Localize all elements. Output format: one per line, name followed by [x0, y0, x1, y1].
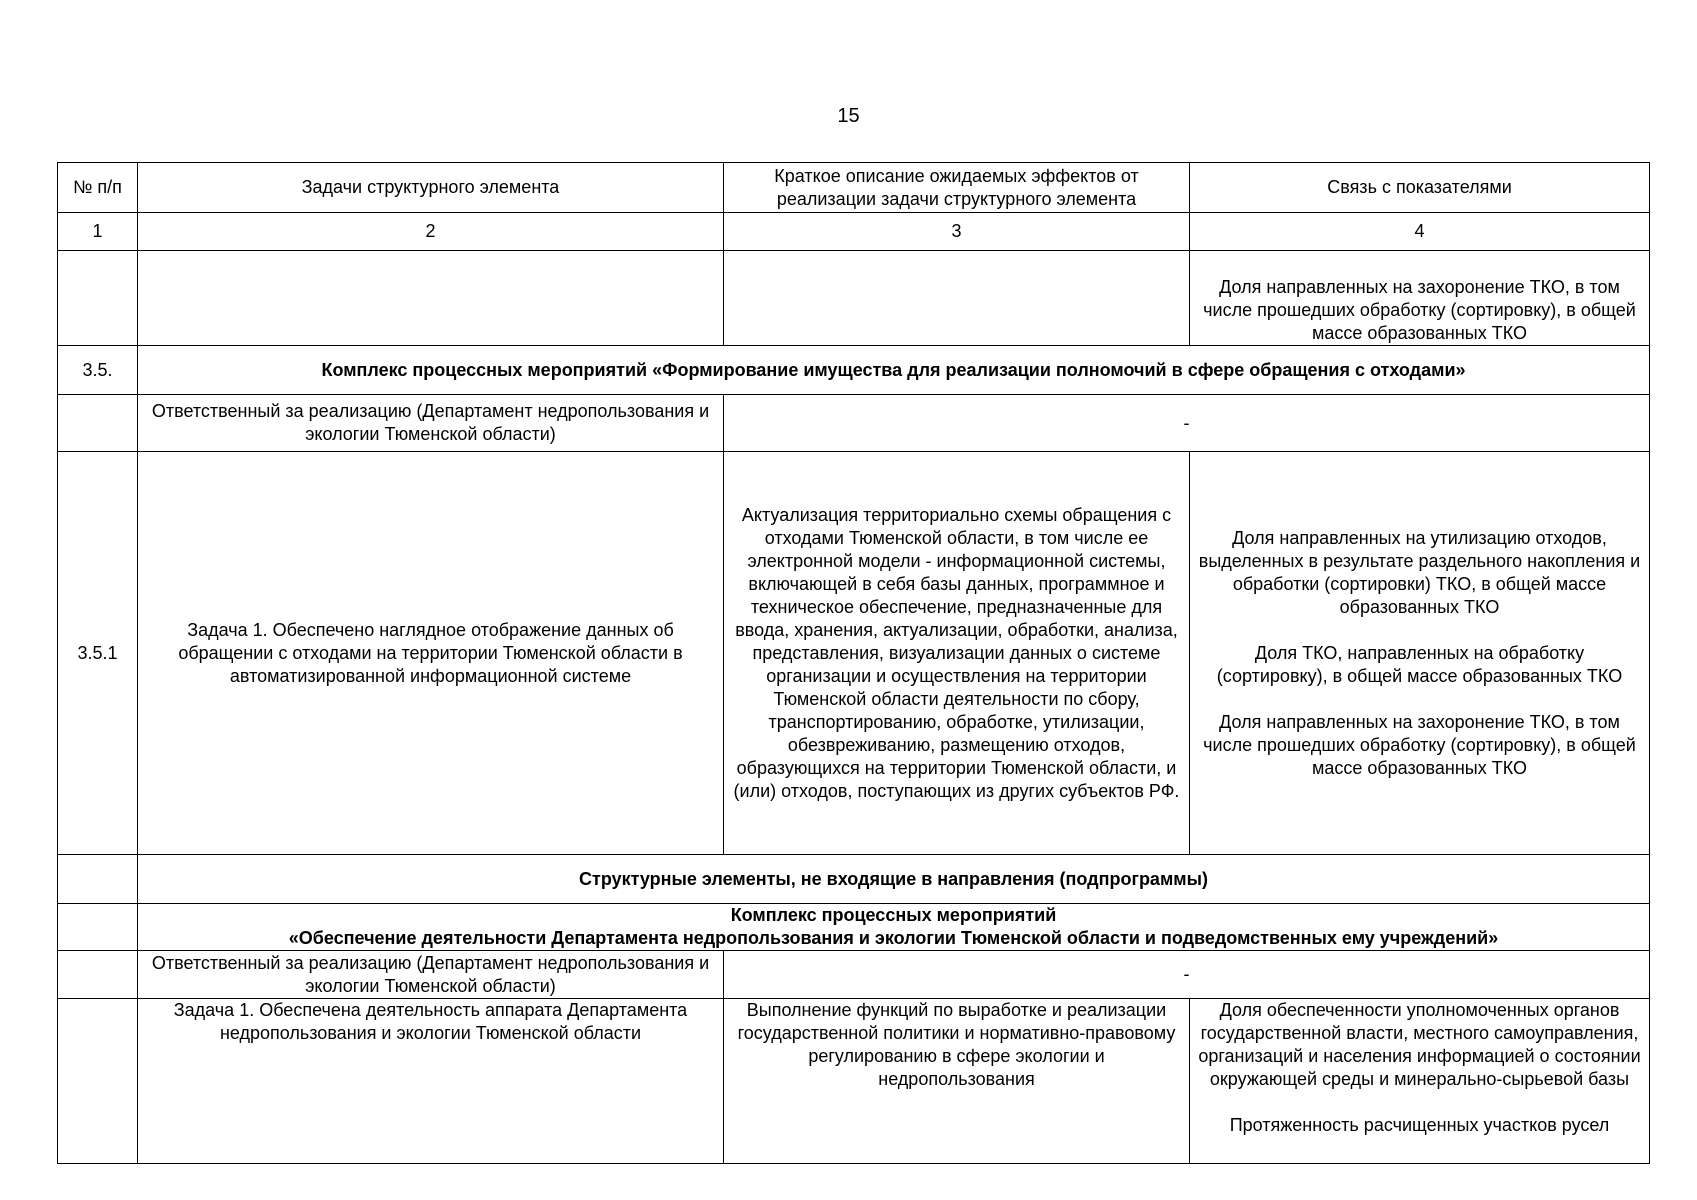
section-row — [58, 904, 1650, 951]
effect-description: Актуализация территориально схемы обращения с отходами Тюменской области, в том числе ее электронной модели - информационной системы, включающей в себя базы данных, программное и техническое обеспечение, предназначенные для ввода, хранения, актуализации, обработки, анализа, представления, визуализации данных о системе организации и осуществления на территории Тюменской области деятельности по сбору, транспортированию, обработке, утилизации, обезвреживанию, размещению отходов, образующихся на территории Тюменской области, и (или) отходов, поступающих из других субъектов РФ. — [724, 452, 1190, 855]
empty-cell — [58, 904, 138, 951]
column-number: 3 — [724, 213, 1190, 251]
structural-elements-table — [57, 162, 1650, 1164]
responsible-row — [58, 951, 1650, 999]
empty-cell — [58, 951, 138, 999]
column-number: 2 — [138, 213, 724, 251]
task-description: Задача 1. Обеспечена деятельность аппарата Департамента недропользования и экологии Тюменской области — [138, 999, 724, 1164]
empty-cell — [724, 251, 1190, 346]
column-number: 4 — [1190, 213, 1650, 251]
section-title: Структурные элементы, не входящие в направления (подпрограммы) — [138, 855, 1650, 904]
column-numbering-row — [58, 213, 1650, 251]
row-number: 3.5. — [58, 346, 138, 395]
responsible-label: Ответственный за реализацию (Департамент недропользования и экологии Тюменской области) — [138, 951, 724, 999]
task-row — [58, 452, 1650, 855]
task-description: Задача 1. Обеспечено наглядное отображение данных об обращении с отходами на территории Тюменской области в автоматизированной информационной системе — [138, 452, 724, 855]
section-row — [58, 346, 1650, 395]
indicator-cell — [1190, 452, 1650, 855]
section-title — [138, 904, 1650, 951]
indicator-item: Доля ТКО, направленных на обработку (сортировку), в общей массе образованных ТКО — [1216, 642, 1623, 686]
indicator-item: Доля направленных на утилизацию отходов, выделенных в результате раздельного накопления и обработки (сортировки) ТКО, в общей массе образованных ТКО — [1198, 527, 1641, 617]
section-title-line: «Обеспечение деятельности Департамента недропользования и экологии Тюменской области и подведомственных ему учреждений» — [288, 928, 1499, 948]
empty-cell — [58, 251, 138, 346]
responsible-value: - — [724, 395, 1650, 452]
empty-cell — [58, 999, 138, 1164]
row-number: 3.5.1 — [58, 452, 138, 855]
responsible-row — [58, 395, 1650, 452]
indicator-cell: Доля направленных на захоронение ТКО, в том числе прошедших обработку (сортировку), в общей массе образованных ТКО — [1190, 251, 1650, 346]
empty-cell — [58, 395, 138, 452]
indicator-cell — [1190, 999, 1650, 1164]
responsible-label: Ответственный за реализацию (Департамент недропользования и экологии Тюменской области) — [138, 395, 724, 452]
section-row — [58, 855, 1650, 904]
table-header-row — [58, 163, 1650, 213]
indicator-item: Протяженность расчищенных участков русел — [1229, 1115, 1610, 1135]
header-number: № п/п — [58, 163, 138, 213]
effect-description: Выполнение функций по выработке и реализации государственной политики и нормативно-правовому регулированию в сфере экологии и недропользования — [724, 999, 1190, 1164]
task-row — [58, 999, 1650, 1164]
page-number: 15 — [837, 105, 860, 127]
column-number: 1 — [58, 213, 138, 251]
header-tasks: Задачи структурного элемента — [138, 163, 724, 213]
section-title-line: Комплекс процессных мероприятий — [730, 905, 1057, 925]
section-title: Комплекс процессных мероприятий «Формирование имущества для реализации полномочий в сфере обращения с отходами» — [138, 346, 1650, 395]
responsible-value: - — [724, 951, 1650, 999]
empty-cell — [58, 855, 138, 904]
table-row — [58, 251, 1650, 346]
empty-cell — [138, 251, 724, 346]
indicator-item: Доля обеспеченности уполномоченных органов государственной власти, местного самоуправления, организаций и населения информацией о состоянии окружающей среды и минерально-сырьевой базы — [1198, 1000, 1641, 1089]
header-effects: Краткое описание ожидаемых эффектов от реализации задачи структурного элемента — [724, 163, 1190, 213]
header-indicators: Связь с показателями — [1190, 163, 1650, 213]
indicator-item: Доля направленных на захоронение ТКО, в том числе прошедших обработку (сортировку), в общей массе образованных ТКО — [1203, 711, 1636, 778]
